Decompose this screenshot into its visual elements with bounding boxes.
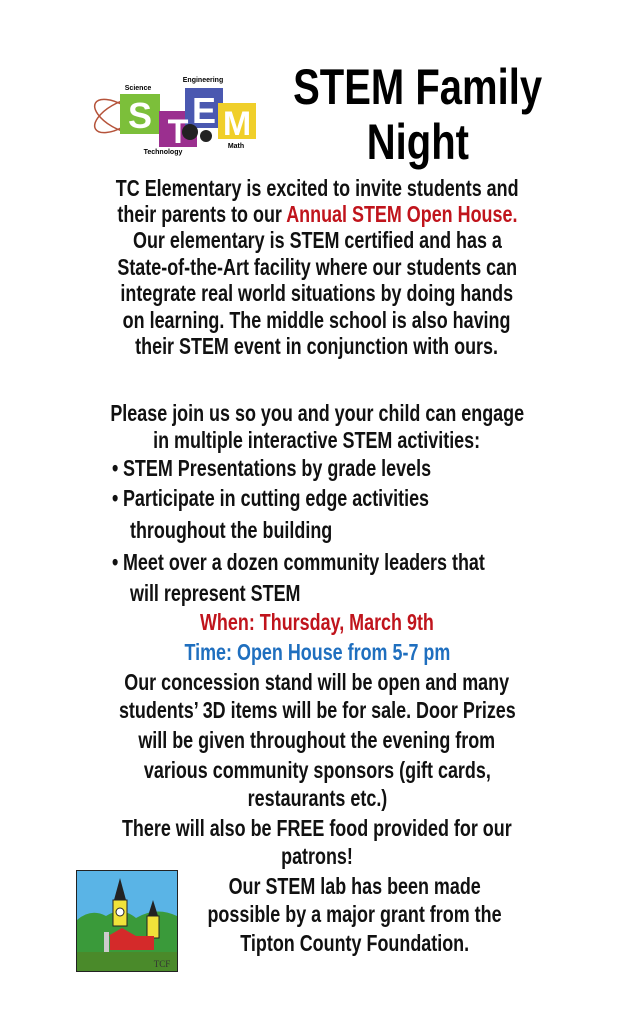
intro-line: State-of-the-Art facility where our students can — [117, 254, 517, 280]
bullet-item-continued: will represent STEM — [130, 580, 301, 606]
svg-text:Science: Science — [124, 85, 152, 92]
grant-line: Tipton County Foundation. — [240, 930, 470, 956]
page-title-line-1: STEM Family — [293, 59, 543, 115]
details-line: There will also be FREE food provided for our — [122, 815, 512, 841]
intro-line: integrate real world situations by doing hands — [120, 280, 514, 306]
intro-line: on learning. The middle school is also having — [123, 307, 511, 333]
open-house-highlight: Annual STEM Open House. — [285, 201, 518, 227]
intro-line: TC Elementary is excited to invite students and — [115, 175, 519, 201]
grant-line: Our STEM lab has been made — [228, 873, 482, 899]
svg-text:Engineering: Engineering — [182, 77, 224, 84]
grant-line: possible by a major grant from the — [207, 901, 503, 927]
intro-line: their parents to our Annual STEM Open House. — [116, 201, 518, 227]
details-line: various community sponsors (gift cards, — [143, 757, 491, 783]
svg-text:E: E — [191, 90, 217, 131]
intro-line: Our elementary is STEM certified and has a — [132, 227, 502, 253]
details-line: will be given throughout the evening from — [138, 727, 496, 753]
details-line: Our concession stand will be open and many — [124, 669, 510, 695]
svg-text:TCF: TCF — [153, 959, 171, 969]
svg-text:S: S — [127, 95, 153, 136]
intro-line: their STEM event in conjunction with ours. — [135, 333, 499, 359]
svg-text:T: T — [167, 113, 189, 151]
svg-text:M: M — [222, 105, 252, 143]
bullet-item-continued: throughout the building — [130, 517, 333, 543]
event-time: Time: Open House from 5-7 pm — [184, 639, 450, 665]
svg-text:Math: Math — [227, 143, 245, 150]
event-date: When: Thursday, March 9th — [200, 609, 434, 635]
bullet-item: • Participate in cutting edge activities — [112, 485, 430, 511]
details-line: restaurants etc.) — [247, 785, 387, 811]
details-line: patrons! — [281, 843, 353, 869]
bullet-item: • STEM Presentations by grade levels — [112, 455, 432, 481]
bullet-item: • Meet over a dozen community leaders that — [112, 549, 485, 575]
join-line: in multiple interactive STEM activities: — [153, 427, 481, 453]
details-line: students’ 3D items will be for sale. Door Prizes — [118, 697, 516, 723]
stem-logo — [78, 66, 283, 156]
svg-text:Technology: Technology — [143, 149, 183, 156]
join-line: Please join us so you and your child can engage — [110, 400, 524, 426]
page-title-line-2: Night — [366, 114, 470, 170]
